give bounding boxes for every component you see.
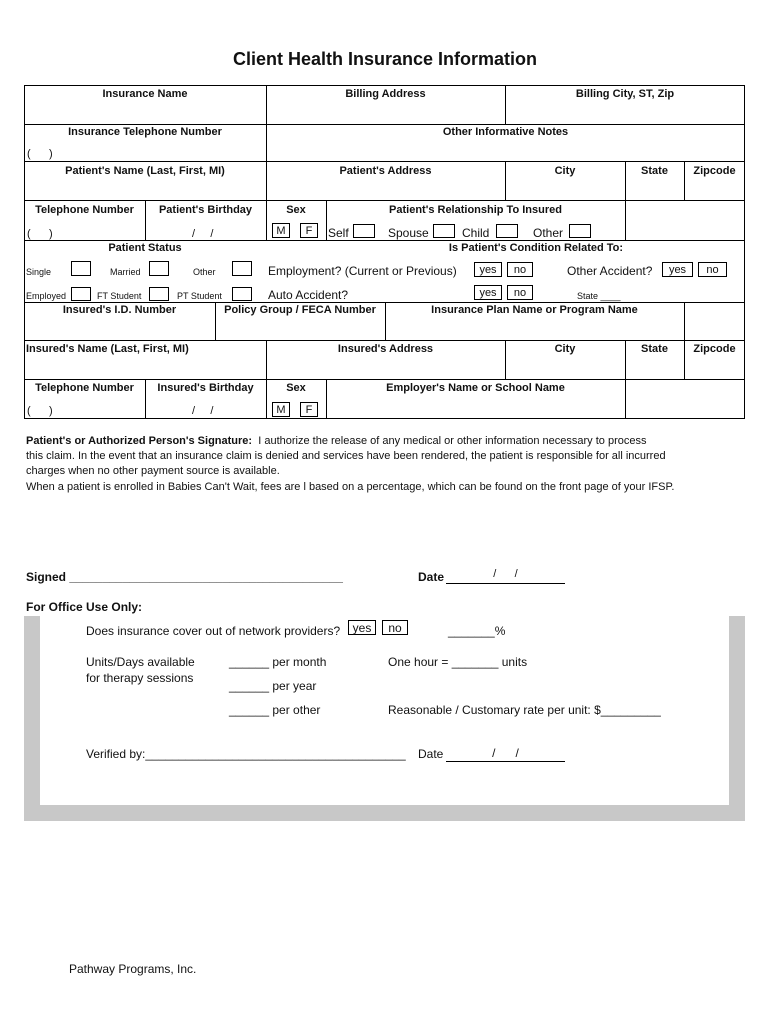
- status-other-checkbox[interactable]: [232, 261, 252, 276]
- insured-birthday-label: Insured's Birthday: [157, 382, 254, 394]
- relationship-label: Patient's Relationship To Insured: [389, 204, 562, 216]
- units-label-2: for therapy sessions: [86, 671, 194, 685]
- billing-city-label: Billing City, ST, Zip: [575, 88, 675, 100]
- patient-sex-m-box[interactable]: M: [272, 223, 290, 238]
- status-ft-student-label: FT Student: [97, 291, 142, 301]
- rel-other-label: Other: [533, 226, 564, 240]
- rel-spouse-checkbox[interactable]: [433, 224, 455, 238]
- patient-birthday-label: Patient's Birthday: [158, 204, 253, 216]
- status-single-label: Single: [26, 267, 52, 277]
- status-single-checkbox[interactable]: [71, 261, 91, 276]
- employment-no-box[interactable]: no: [507, 262, 533, 277]
- per-other-field[interactable]: ______ per other: [229, 703, 321, 717]
- network-no-box[interactable]: no: [382, 620, 408, 635]
- one-hour-field[interactable]: One hour = _______ units: [388, 655, 528, 669]
- status-other-label: Other: [193, 267, 216, 277]
- other-accident-yes-box[interactable]: yes: [662, 262, 693, 277]
- patient-sex-label: Sex: [286, 204, 306, 216]
- employment-question: Employment? (Current or Previous): [268, 264, 457, 278]
- network-percent-field[interactable]: _______%: [448, 624, 506, 638]
- auto-yes-box[interactable]: yes: [474, 285, 502, 300]
- rel-child-checkbox[interactable]: [496, 224, 518, 238]
- page-title: Client Health Insurance Information: [232, 49, 538, 69]
- insured-city-label: City: [554, 343, 576, 355]
- signed-line[interactable]: Signed _________________________________________: [26, 570, 343, 584]
- auto-no-box[interactable]: no: [507, 285, 533, 300]
- insurance-telephone-value[interactable]: ( ): [27, 148, 53, 160]
- authorization-line2: this claim. In the event that an insurance claim is denied and services have been rendered, the patient is responsible for all incurred: [26, 450, 666, 462]
- patient-telephone-label: Telephone Number: [35, 204, 134, 216]
- insured-address-label: Insured's Address: [337, 343, 434, 355]
- footer-org: Pathway Programs, Inc.: [69, 962, 197, 976]
- per-month-field[interactable]: ______ per month: [229, 655, 327, 669]
- status-employed-label: Employed: [26, 291, 67, 301]
- office-date-field[interactable]: / /: [446, 746, 565, 762]
- insured-sex-label: Sex: [286, 382, 306, 394]
- employment-yes-box[interactable]: yes: [474, 262, 502, 277]
- patient-address-label: Patient's Address: [339, 165, 432, 177]
- office-date-label: Date: [418, 747, 444, 761]
- patient-name-label: Patient's Name (Last, First, MI): [65, 165, 225, 177]
- employer-label: Employer's Name or School Name: [386, 382, 565, 394]
- office-heading: For Office Use Only:: [26, 600, 143, 614]
- authorization-text1: I authorize the release of any medical or other information necessary to process: [258, 435, 647, 447]
- network-question: Does insurance cover out of network providers?: [86, 624, 341, 638]
- other-accident-no-box[interactable]: no: [698, 262, 727, 277]
- signature-date-field[interactable]: / /: [446, 568, 565, 584]
- other-accident-question: Other Accident?: [567, 264, 653, 278]
- authorization-line4: When a patient is enrolled in Babies Can't Wait, fees are l based on a percentage, which can be found on the front page of your IFSP.: [26, 481, 675, 493]
- insured-sex-f-box[interactable]: F: [300, 402, 318, 417]
- signature-date-label: Date: [418, 570, 445, 584]
- rel-child-label: Child: [462, 226, 490, 240]
- patient-zip-label: Zipcode: [693, 165, 736, 177]
- status-married-checkbox[interactable]: [149, 261, 169, 276]
- status-pt-student-label: PT Student: [177, 291, 222, 301]
- status-ft-student-checkbox[interactable]: [149, 287, 169, 301]
- status-pt-student-checkbox[interactable]: [232, 287, 252, 301]
- insured-birthday-value[interactable]: / /: [192, 405, 214, 417]
- insured-telephone-label: Telephone Number: [35, 382, 134, 394]
- insured-zip-label: Zipcode: [693, 343, 736, 355]
- rate-field[interactable]: Reasonable / Customary rate per unit: $_________: [388, 703, 661, 717]
- status-married-label: Married: [110, 267, 141, 277]
- condition-label: Is Patient's Condition Related To:: [448, 242, 624, 254]
- rel-self-checkbox[interactable]: [353, 224, 375, 238]
- authorization-bold: Patient's or Authorized Person's Signature:: [26, 435, 253, 447]
- status-employed-checkbox[interactable]: [71, 287, 91, 301]
- per-year-field[interactable]: ______ per year: [229, 679, 317, 693]
- rel-other-checkbox[interactable]: [569, 224, 591, 238]
- patient-state-label: State: [641, 165, 668, 177]
- insured-telephone-value[interactable]: ( ): [27, 405, 53, 417]
- auto-state-field[interactable]: State ____: [577, 291, 621, 301]
- patient-telephone-value[interactable]: ( ): [27, 228, 53, 240]
- rel-self-label: Self: [328, 226, 349, 240]
- patient-status-label: Patient Status: [108, 242, 182, 254]
- other-notes-label: Other Informative Notes: [442, 126, 569, 138]
- billing-address-label: Billing Address: [345, 88, 426, 100]
- insurance-name-label: Insurance Name: [102, 88, 188, 100]
- authorization-line1: [26, 434, 646, 449]
- authorization-line3: charges when no other payment source is available.: [26, 465, 280, 477]
- verified-by-field[interactable]: Verified by:_______________________________________: [86, 747, 406, 761]
- network-yes-box[interactable]: yes: [348, 620, 376, 635]
- auto-accident-question: Auto Accident?: [268, 288, 349, 302]
- patient-sex-f-box[interactable]: F: [300, 223, 318, 238]
- insured-state-label: State: [641, 343, 668, 355]
- insured-sex-m-box[interactable]: M: [272, 402, 290, 417]
- insured-id-label: Insured's I.D. Number: [62, 304, 177, 316]
- patient-city-label: City: [554, 165, 576, 177]
- policy-group-label: Policy Group / FECA Number: [224, 304, 376, 316]
- insured-name-label: Insured's Name (Last, First, MI): [26, 343, 189, 355]
- patient-birthday-value[interactable]: / /: [192, 228, 214, 240]
- rel-spouse-label: Spouse: [388, 226, 429, 240]
- units-label: Units/Days available: [86, 655, 195, 669]
- insurance-telephone-label: Insurance Telephone Number: [68, 126, 222, 138]
- plan-name-label: Insurance Plan Name or Program Name: [431, 304, 638, 316]
